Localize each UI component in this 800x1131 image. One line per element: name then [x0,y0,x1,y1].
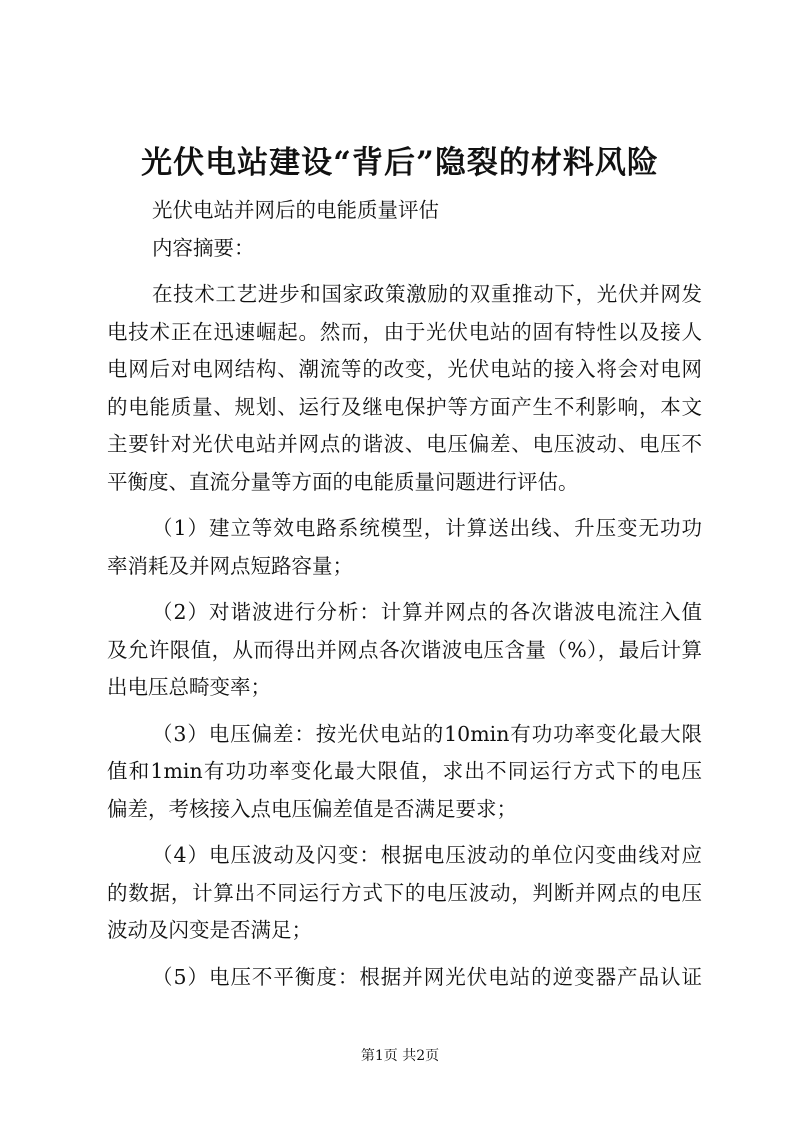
paragraph-line: 的电能质量、规划、运行及继电保护等方面产生不利影响，本文 [107,394,702,419]
paragraph-line: 值和1min有功功率变化最大限值，求出不同运行方式下的电压 [107,759,702,783]
abstract-label: 内容摘要： [152,235,255,260]
document-subtitle: 光伏电站并网后的电能质量评估 [152,198,439,222]
list-item [107,594,702,707]
document-title: 光伏电站建设“背后”隐裂的材料风险 [141,145,659,181]
paragraph-gap [107,501,702,510]
page-number-footer: 第1页 共2页 [360,1048,440,1064]
paragraph-line: 波动及闪变是否满足； [107,918,312,942]
list-item [107,716,702,829]
paragraph-line: （4）电压波动及闪变：根据电压波动的单位闪变曲线对应 [152,843,702,867]
paragraph-line: 电网后对电网结构、潮流等的改变，光伏电站的接入将会对电网 [107,357,702,381]
paragraph-line: 率消耗及并网点短路容量； [107,553,353,578]
paragraph-gap [107,585,702,594]
list-item [107,959,702,997]
document-body [107,192,702,996]
paragraph-gap [107,707,702,716]
paragraph-line: （1）建立等效电路系统模型，计算送出线、升压变无功功 [152,516,702,540]
paragraph-line: 在技术工艺进步和国家政策激励的双重推动下，光伏并网发 [152,282,702,306]
paragraph-line: （3）电压偏差：按光伏电站的10min有功功率变化最大限 [152,721,702,746]
paragraph-line: 及允许限值，从而得出并网点各次谐波电压含量（%），最后计算 [107,637,702,662]
paragraph-line: 主要针对光伏电站并网点的谐波、电压偏差、电压波动、电压不 [107,432,702,456]
paragraph-line: 偏差，考核接入点电压偏差值是否满足要求； [107,796,517,821]
paragraph-gap [107,267,702,276]
list-item [107,837,702,950]
paragraph-line: （2）对谐波进行分析：计算并网点的各次谐波电流注入值 [152,600,702,624]
paragraph-line: 电技术正在迅速崛起。然而，由于光伏电站的固有特性以及接人 [107,319,702,344]
paragraph-gap [107,950,702,959]
paragraph-line: 平衡度、直流分量等方面的电能质量问题进行评估。 [107,469,579,494]
paragraph-gap [107,828,702,837]
abstract-paragraph [107,276,702,501]
list-item [107,510,702,585]
paragraph-line: 出电压总畸变率； [107,675,271,699]
paragraph-line: （5）电压不平衡度：根据并网光伏电站的逆变器产品认证 [152,964,702,989]
paragraph-line: 的数据，计算出不同运行方式下的电压波动，判断并网点的电压 [107,880,702,905]
